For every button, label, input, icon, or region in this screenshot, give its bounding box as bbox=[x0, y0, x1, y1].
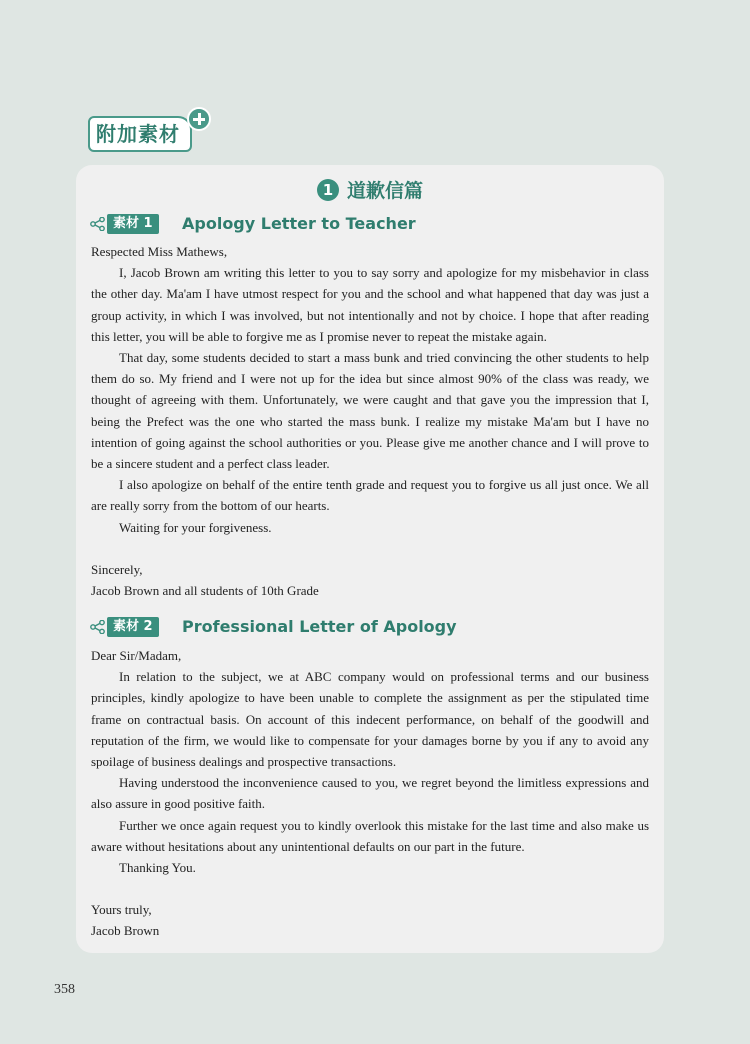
supplement-badge-label: 附加素材 bbox=[88, 116, 192, 152]
section-title: Apology Letter to Teacher bbox=[182, 214, 416, 233]
closing: Yours truly, bbox=[91, 902, 152, 918]
material-tag: 素材 2 bbox=[107, 617, 159, 637]
paragraph: Waiting for your forgiveness. bbox=[119, 519, 272, 535]
paragraph: Further we once again request you to kindly overlook this mistake for the last time and also make us aware without hesitations about any unintentional defaults on our part in the future. bbox=[91, 817, 649, 854]
salutation: Respected Miss Mathews, bbox=[91, 244, 228, 259]
share-icon bbox=[90, 217, 106, 231]
salutation: Dear Sir/Madam, bbox=[91, 648, 182, 663]
section-title: Professional Letter of Apology bbox=[182, 617, 457, 636]
page-number: 358 bbox=[54, 982, 75, 997]
closing: Sincerely, bbox=[91, 561, 143, 577]
signature: Jacob Brown bbox=[91, 923, 160, 939]
letter-body-1 bbox=[91, 241, 649, 601]
chapter-heading bbox=[76, 177, 664, 205]
share-icon bbox=[90, 620, 106, 634]
paragraph: Thanking You. bbox=[119, 860, 196, 876]
spacer bbox=[91, 878, 649, 899]
plus-icon bbox=[187, 107, 211, 131]
signature: Jacob Brown and all students of 10th Grade bbox=[91, 583, 319, 599]
chapter-number-badge: 1 bbox=[317, 179, 339, 201]
content-card bbox=[76, 165, 664, 953]
paragraph: That day, some students decided to start a mass bunk and tried convincing the other students to help them do so. My friend and I were not up for the idea but since almost 90% of the class was ready, we thought of agreeing with them. Unfortunately, we were caught and that gave you the impression that I, being the Prefect was the one who started the mass bunk. I realize my mistake Ma'am but I have no intention of going against the school authorities or you. Please give me another chance and I will prove to be a sincere student and a perfect class leader. bbox=[91, 350, 649, 472]
paragraph: In relation to the subject, we at ABC company would on professional terms and our business principles, kindly apologize to have been unable to complete the assignment as per the stipulated time frame on contractual basis. On account of this indecent performance, on behalf of the goodwill and reputation of the firm, we would like to compensate for your damages borne by you if any to avoid any spoilage of business dealings and prospective transactions. bbox=[91, 669, 649, 770]
paragraph: I also apologize on behalf of the entire tenth grade and request you to forgive us all just once. We all are really sorry from the bottom of our hearts. bbox=[91, 477, 649, 514]
paragraph: Having understood the inconvenience caused to you, we regret beyond the limitless expressions and also assure in good positive faith. bbox=[91, 775, 649, 812]
letter-body-2 bbox=[91, 645, 649, 942]
paragraph: I, Jacob Brown am writing this letter to you to say sorry and apologize for my misbehavior in class the other day. Ma'am I have utmost respect for you and the school and what happened that day was just a group activity, in which I was involved, but not intentionally and not by choice. I hope that after reading this letter, you will be able to forgive me as I promise never to repeat the mistake again. bbox=[91, 265, 649, 344]
chapter-title: 道歉信篇 bbox=[346, 180, 423, 202]
spacer bbox=[91, 538, 649, 559]
material-tag: 素材 1 bbox=[107, 214, 159, 234]
